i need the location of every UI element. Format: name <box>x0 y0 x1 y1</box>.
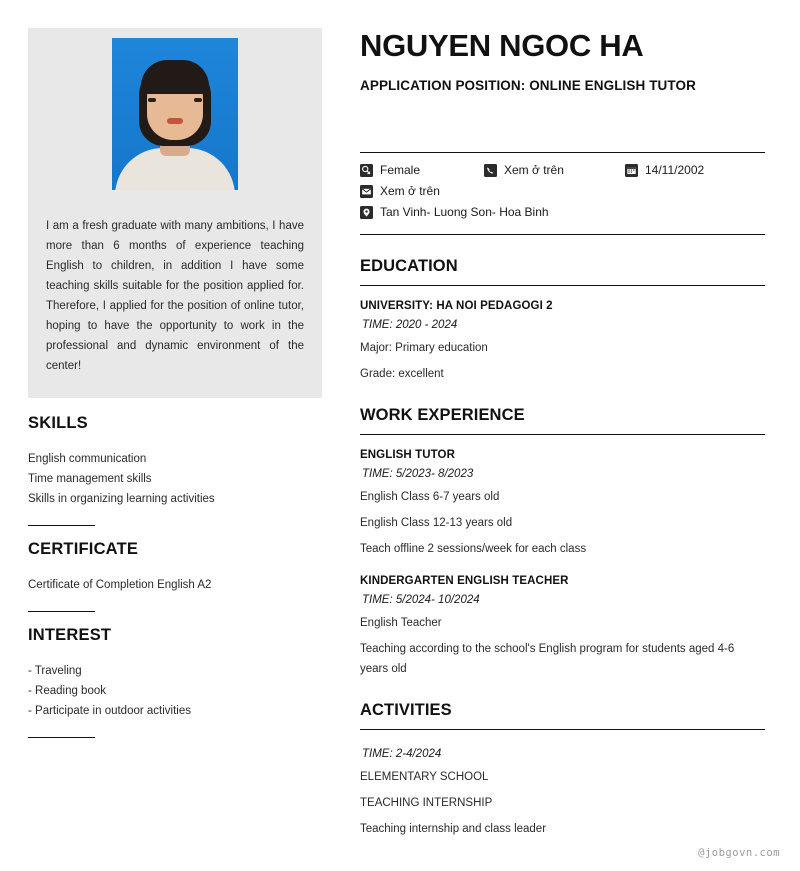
profile-summary: I am a fresh graduate with many ambitions, I have more than 6 months of experience teaching English to children, in addition I have some teaching skills suitable for the position applied for. Therefore, I applied for the position of online tutor, hoping to have the opportunity to work in the professional and dynamic environment of the center! <box>28 208 322 398</box>
photo-lips <box>167 118 183 124</box>
work-entry-line: Teach offline 2 sessions/week for each class <box>360 543 587 555</box>
list-item: Skills in organizing learning activities <box>28 493 215 505</box>
contact-row <box>360 205 765 219</box>
education-entry <box>360 300 765 384</box>
work-entry-line: English Teacher <box>360 617 442 629</box>
work-entry-title: KINDERGARTEN ENGLISH TEACHER <box>360 575 569 587</box>
work-entry-line: English Class 6-7 years old <box>360 491 500 503</box>
activities-entry-line: ELEMENTARY SCHOOL <box>360 771 489 783</box>
photo-eye-left <box>148 98 156 102</box>
work-entry-time: TIME: 5/2024- 10/2024 <box>362 594 480 606</box>
education-entry-line: Major: Primary education <box>360 342 488 354</box>
contact-phone-value: Xem ở trên <box>504 163 564 177</box>
page-title: NGUYEN NGOC HA <box>360 28 644 63</box>
work-entry-time: TIME: 5/2023- 8/2023 <box>362 468 474 480</box>
section-activities <box>360 701 765 839</box>
work-entry <box>360 449 765 559</box>
contact-email <box>360 184 440 198</box>
contact-email-value: Xem ở trên <box>380 184 440 198</box>
contact-phone <box>484 163 625 177</box>
education-heading: EDUCATION <box>360 257 458 275</box>
envelope-icon <box>360 185 373 198</box>
location-pin-icon <box>360 206 373 219</box>
contact-row <box>360 184 765 198</box>
list-item: Certificate of Completion English A2 <box>28 579 212 591</box>
certificate-heading: CERTIFICATE <box>28 540 139 558</box>
skills-list <box>28 449 322 509</box>
work-entry <box>360 575 765 679</box>
calendar-icon <box>625 164 638 177</box>
photo-eye-right <box>194 98 202 102</box>
gender-icon <box>360 164 373 177</box>
skills-heading: SKILLS <box>28 414 88 432</box>
sidebar-divider <box>28 525 95 526</box>
certificate-list <box>28 575 322 595</box>
education-entry-line: Grade: excellent <box>360 368 444 380</box>
sidebar-divider <box>28 611 95 612</box>
work-entry-line: Teaching according to the school's English program for students aged 4-6 years old <box>360 643 735 675</box>
interest-list <box>28 661 322 721</box>
interest-heading: INTEREST <box>28 626 112 644</box>
activities-entry <box>360 748 765 839</box>
education-entry-time: TIME: 2020 - 2024 <box>362 319 458 331</box>
profile-photo <box>112 38 238 190</box>
watermark: @jobgovn.com <box>698 847 780 859</box>
contact-row <box>360 163 765 177</box>
contact-block <box>360 153 765 234</box>
contact-address-value: Tan Vinh- Luong Son- Hoa Binh <box>380 205 549 219</box>
activities-entry-time: TIME: 2-4/2024 <box>362 748 442 760</box>
sidebar-divider <box>28 737 95 738</box>
sidebar <box>28 28 322 752</box>
phone-icon <box>484 164 497 177</box>
sidebar-section-certificate <box>28 540 322 595</box>
contact-address <box>360 205 549 219</box>
main-content <box>360 28 765 845</box>
list-item: - Participate in outdoor activities <box>28 705 191 717</box>
sidebar-section-skills <box>28 414 322 509</box>
work-experience-heading: WORK EXPERIENCE <box>360 406 525 424</box>
application-position: APPLICATION POSITION: ONLINE ENGLISH TUTOR <box>360 78 696 93</box>
activities-entry-line: TEACHING INTERNSHIP <box>360 797 493 809</box>
contact-gender-value: Female <box>380 163 421 177</box>
sidebar-section-interest <box>28 626 322 721</box>
section-education <box>360 257 765 384</box>
contact-bottom-divider <box>360 234 765 235</box>
work-experience-heading-rule <box>360 434 765 435</box>
activities-heading: ACTIVITIES <box>360 701 452 719</box>
contact-gender <box>360 163 484 177</box>
education-heading-rule <box>360 285 765 286</box>
activities-heading-rule <box>360 729 765 730</box>
section-work-experience <box>360 406 765 679</box>
work-entry-line: English Class 12-13 years old <box>360 517 513 529</box>
contact-birthday <box>625 163 704 177</box>
list-item: English communication <box>28 453 147 465</box>
contact-birthday-value: 14/11/2002 <box>645 163 705 177</box>
photo-panel <box>28 28 322 208</box>
list-item: - Traveling <box>28 665 82 677</box>
list-item: Time management skills <box>28 473 152 485</box>
list-item: - Reading book <box>28 685 106 697</box>
photo-hair-top <box>141 60 209 94</box>
education-entry-title: UNIVERSITY: HA NOI PEDAGOGI 2 <box>360 300 553 312</box>
work-entry-title: ENGLISH TUTOR <box>360 449 456 461</box>
activities-entry-line: Teaching internship and class leader <box>360 823 547 835</box>
